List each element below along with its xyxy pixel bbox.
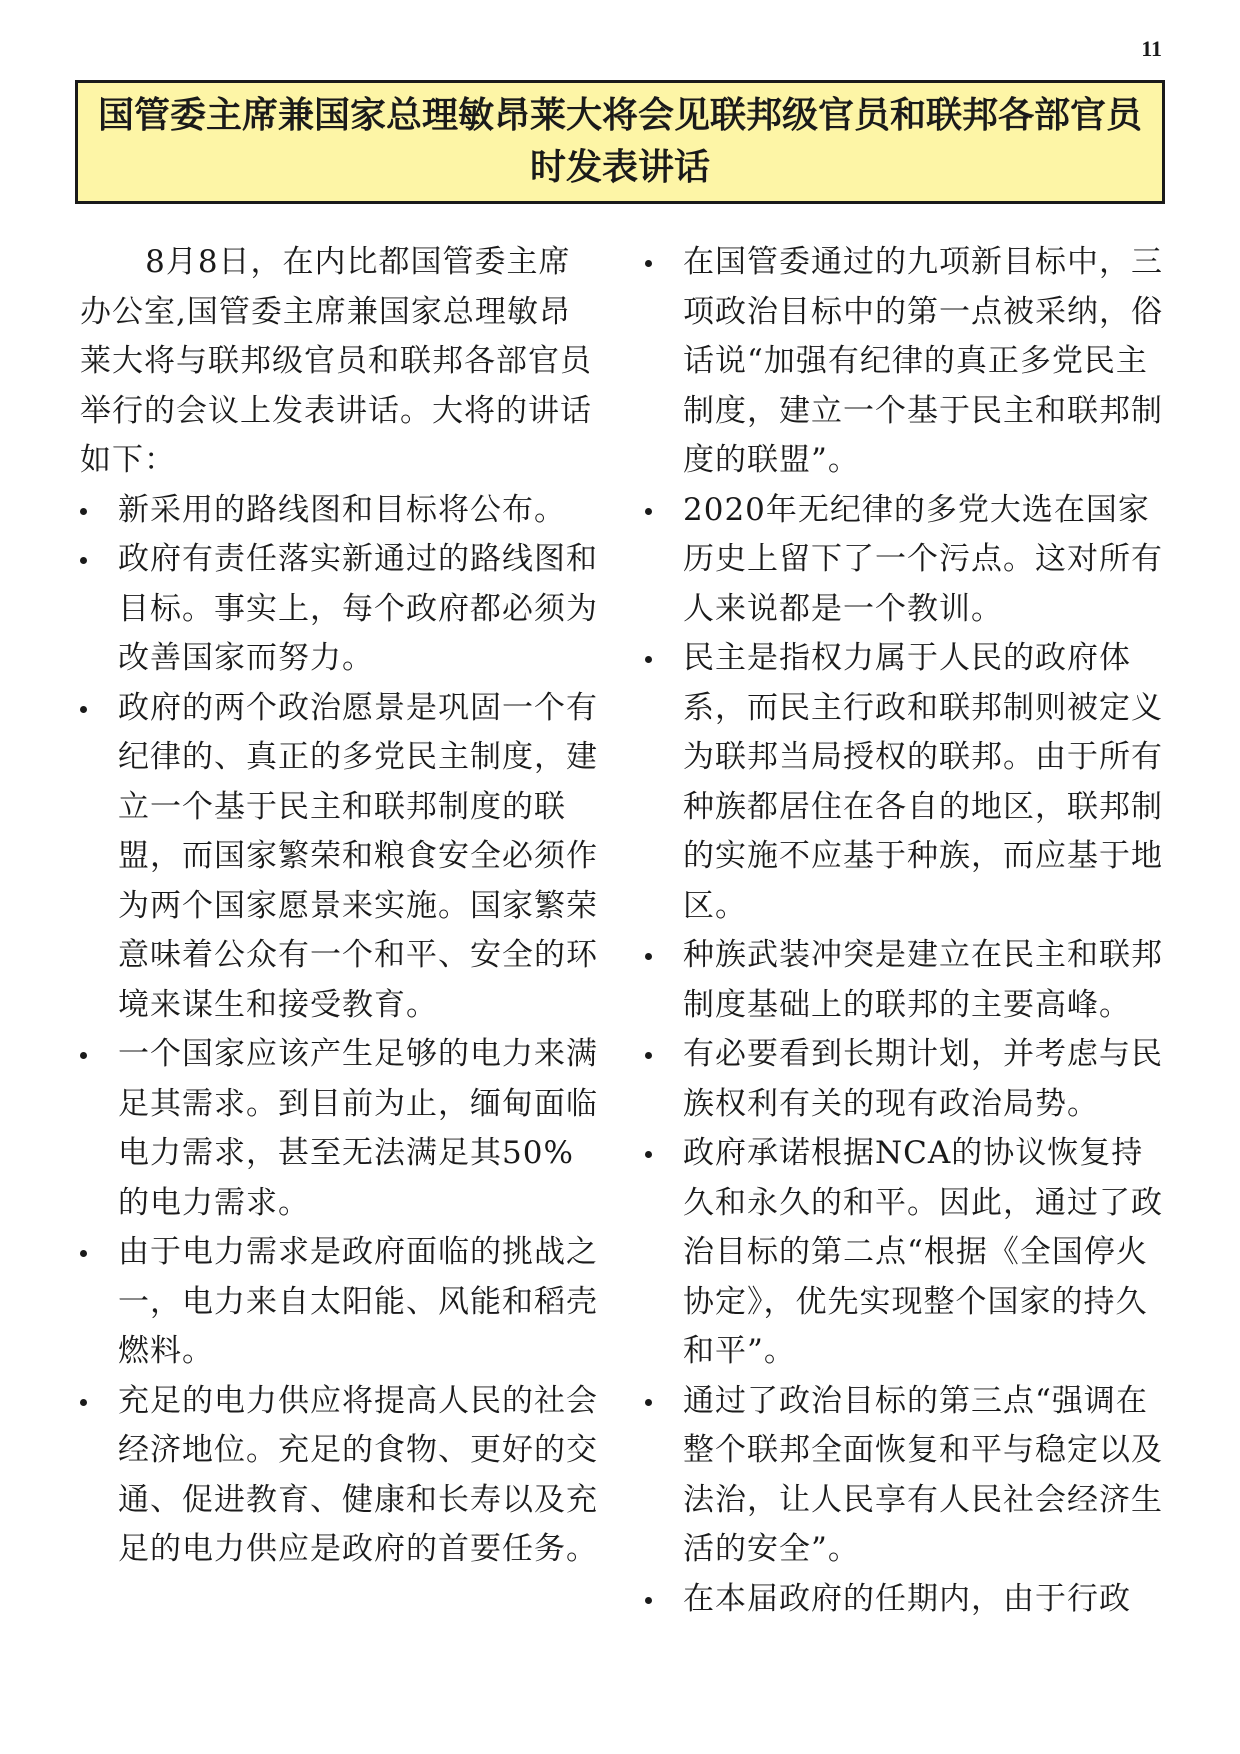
page-number: 11 xyxy=(1141,36,1162,61)
intro-paragraph: 8月8日，在内比都国管委主席办公室,国管委主席兼国家总理敏昂莱大将与联邦级官员和联邦各部官员举行的会议上发表讲话。大将的讲话如下： xyxy=(80,244,592,478)
right-column xyxy=(645,238,1165,1624)
list-item: 2020年无纪律的多党大选在国家历史上留下了一个污点。这对所有人来说都是一个教训。 xyxy=(645,486,1165,635)
list-item: 充足的电力供应将提高人民的社会经济地位。充足的食物、更好的交通、促进教育、健康和长寿以及充足的电力供应是政府的首要任务。 xyxy=(80,1377,602,1575)
headline: 国管委主席兼国家总理敏昂莱大将会见联邦级官员和联邦各部官员时发表讲话 xyxy=(97,95,1142,188)
bullet-icon xyxy=(645,1399,652,1406)
right-bullet-list xyxy=(645,238,1165,1624)
bullet-icon xyxy=(645,656,652,663)
list-item: 新采用的路线图和目标将公布。 xyxy=(80,486,602,536)
bullet-icon xyxy=(80,557,87,564)
headline-box xyxy=(75,80,1165,204)
list-item: 通过了政治目标的第三点“强调在整个联邦全面恢复和平与稳定以及法治，让人民享有人民社会经济生活的安全”。 xyxy=(645,1377,1165,1575)
list-item: 民主是指权力属于人民的政府体系，而民主行政和联邦制则被定义为联邦当局授权的联邦。由于所有种族都居住在各自的地区，联邦制的实施不应基于种族，而应基于地区。 xyxy=(645,634,1165,931)
list-item: 种族武装冲突是建立在民主和联邦制度基础上的联邦的主要高峰。 xyxy=(645,931,1165,1030)
list-item: 政府的两个政治愿景是巩固一个有纪律的、真正的多党民主制度，建立一个基于民主和联邦制度的联盟，而国家繁荣和粮食安全必须作为两个国家愿景来实施。国家繁荣意味着公众有一个和平、安全的环境来谋生和接受教育。 xyxy=(80,684,602,1031)
bullet-icon xyxy=(645,1151,652,1158)
list-item: 有必要看到长期计划，并考虑与民族权利有关的现有政治局势。 xyxy=(645,1030,1165,1129)
bullet-icon xyxy=(80,1399,87,1406)
list-item: 由于电力需求是政府面临的挑战之一，电力来自太阳能、风能和稻壳燃料。 xyxy=(80,1228,602,1377)
bullet-icon xyxy=(645,953,652,960)
list-item: 一个国家应该产生足够的电力来满足其需求。到目前为止，缅甸面临电力需求，甚至无法满足其50%的电力需求。 xyxy=(80,1030,602,1228)
bullet-icon xyxy=(80,1250,87,1257)
list-item: 政府有责任落实新通过的路线图和目标。事实上，每个政府都必须为改善国家而努力。 xyxy=(80,535,602,684)
bullet-icon xyxy=(645,260,652,267)
article-body xyxy=(80,238,1165,1624)
list-item: 在本届政府的任期内，由于行政 xyxy=(645,1575,1165,1625)
bullet-icon xyxy=(645,1052,652,1059)
bullet-icon xyxy=(80,706,87,713)
bullet-icon xyxy=(80,508,87,515)
left-bullet-list xyxy=(80,486,602,1575)
list-item: 政府承诺根据NCA的协议恢复持久和永久的和平。因此，通过了政治目标的第二点“根据《全国停火协定》，优先实现整个国家的持久和平”。 xyxy=(645,1129,1165,1377)
bullet-icon xyxy=(645,1597,652,1604)
bullet-icon xyxy=(80,1052,87,1059)
left-column xyxy=(80,238,602,1624)
list-item: 在国管委通过的九项新目标中，三项政治目标中的第一点被采纳，俗话说“加强有纪律的真正多党民主制度，建立一个基于民主和联邦制度的联盟”。 xyxy=(645,238,1165,486)
bullet-icon xyxy=(645,508,652,515)
